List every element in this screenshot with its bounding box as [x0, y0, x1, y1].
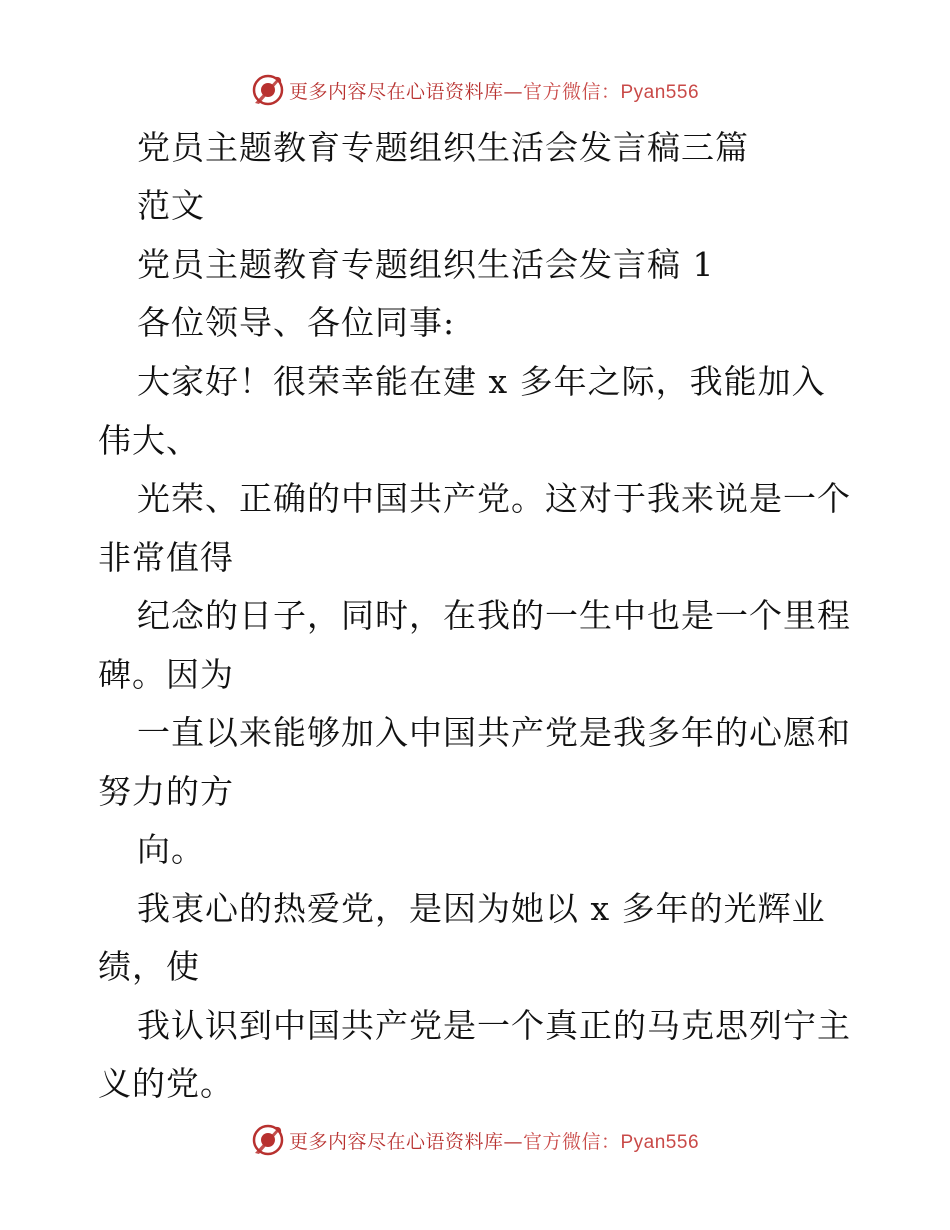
paragraph-line: 义的党。	[98, 1064, 234, 1103]
paragraph-line: 努力的方	[98, 772, 234, 811]
paragraph-line: 向。	[137, 830, 205, 869]
paragraph-line: 大家好！很荣幸能在建 x 多年之际，我能加入	[137, 362, 826, 401]
banner-main-text: 更多内容尽在心语资料库—	[288, 1130, 523, 1153]
doc-title-cont: 范文	[137, 186, 205, 225]
banner-text	[289, 1127, 699, 1154]
paragraph-line: 伟大、	[98, 421, 200, 460]
wechat-id: Pyan556	[620, 81, 700, 103]
paragraph-line: 非常值得	[98, 538, 234, 577]
wechat-label: 官方微信：	[522, 80, 621, 103]
paragraph-line: 碑。因为	[98, 655, 234, 694]
paragraph-line: 我衷心的热爱党，是因为她以 x 多年的光辉业	[137, 889, 826, 928]
banner-text	[289, 77, 699, 104]
header-banner	[0, 70, 950, 110]
paragraph-line: 光荣、正确的中国共产党。这对于我来说是一个	[137, 479, 851, 518]
paragraph-line: 绩，使	[98, 947, 200, 986]
banner-main-text: 更多内容尽在心语资料库—	[288, 80, 523, 103]
footer-banner	[0, 1120, 950, 1160]
paragraph-line: 一直以来能够加入中国共产党是我多年的心愿和	[137, 713, 851, 752]
section-heading: 党员主题教育专题组织生活会发言稿 1	[137, 245, 715, 284]
paragraph-line: 纪念的日子，同时，在我的一生中也是一个里程	[137, 596, 851, 635]
wechat-label: 官方微信：	[522, 1130, 621, 1153]
doc-title: 党员主题教育专题组织生活会发言稿三篇	[137, 128, 749, 167]
quill-logo-icon	[251, 1123, 285, 1157]
salutation: 各位领导、各位同事:	[137, 303, 456, 342]
wechat-id: Pyan556	[620, 1131, 700, 1153]
quill-logo-icon	[251, 73, 285, 107]
paragraph-line: 我认识到中国共产党是一个真正的马克思列宁主	[137, 1006, 851, 1045]
